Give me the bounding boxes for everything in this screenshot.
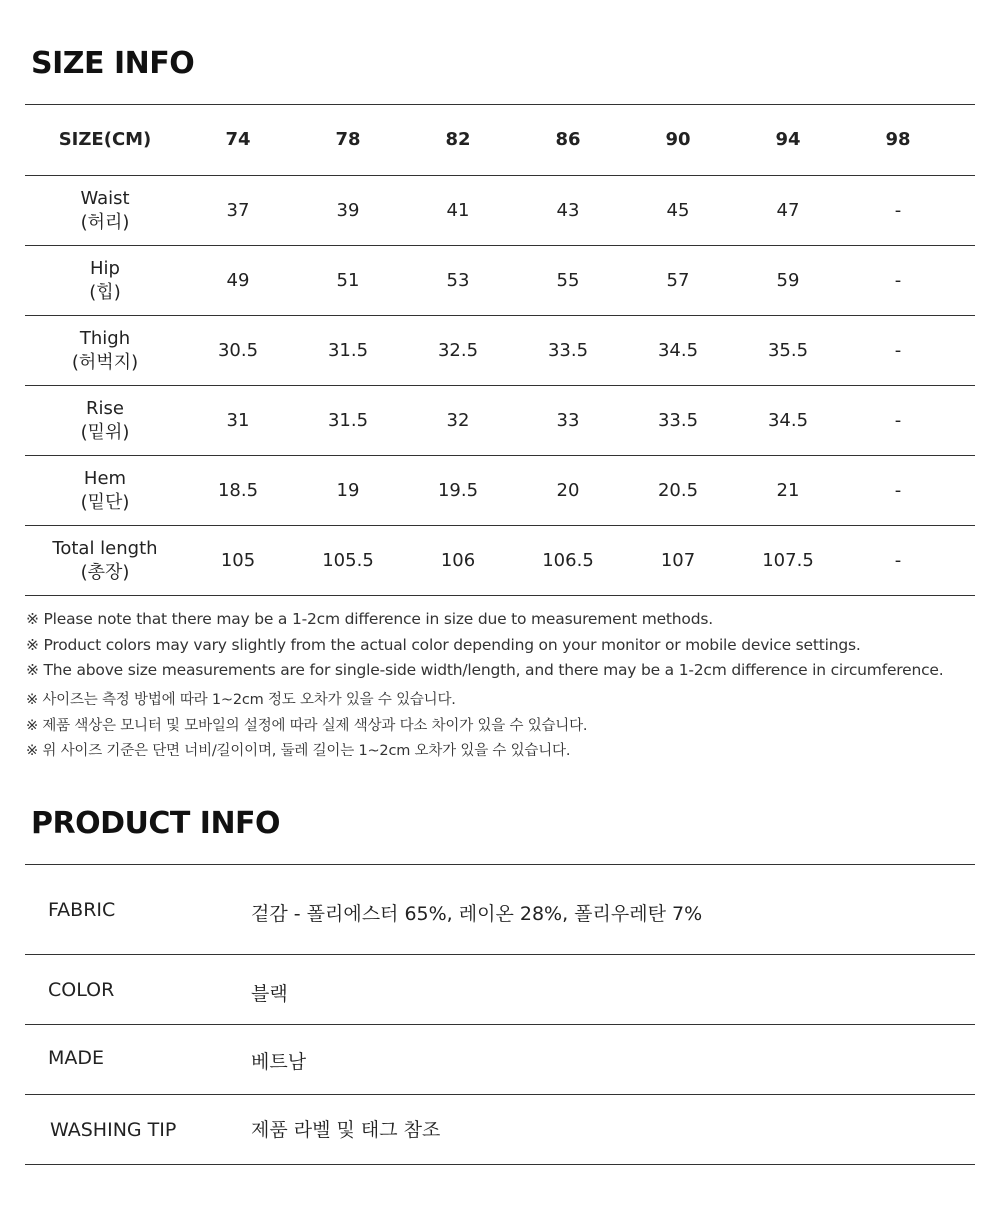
measure-name: Hem	[83, 467, 127, 489]
size-value: 47	[776, 199, 800, 221]
size-value: 33	[556, 409, 580, 431]
size-value: 30.5	[217, 339, 259, 361]
table-row	[25, 954, 975, 1024]
product-key: COLOR	[48, 979, 115, 1001]
measure-name: Rise	[86, 397, 124, 419]
product-key: FABRIC	[48, 899, 116, 921]
size-header-cell: 90	[665, 129, 691, 150]
table-row	[25, 245, 975, 315]
table-row	[25, 175, 975, 245]
measure-name-ko: (밑위)	[80, 421, 130, 443]
product-table	[25, 864, 975, 1165]
size-note: ※ 위 사이즈 기준은 단면 너비/길이이며, 둘레 길이는 1~2cm 오차가 있을 수 있습니다.	[26, 743, 571, 759]
product-info-title: PRODUCT INFO	[31, 806, 281, 841]
measure-label	[25, 176, 185, 245]
size-header-cell: 78	[335, 129, 361, 150]
measure-label	[25, 526, 185, 595]
table-row	[25, 315, 975, 385]
product-key: MADE	[48, 1047, 105, 1069]
size-value: 106	[440, 549, 476, 571]
measure-name: Hip	[90, 257, 120, 279]
size-value: 57	[666, 269, 690, 291]
size-value: -	[894, 409, 902, 431]
product-value: 블랙	[251, 983, 288, 1005]
size-value: 106.5	[542, 549, 594, 571]
size-value: 19.5	[437, 479, 479, 501]
product-value: 겉감 - 폴리에스터 65%, 레이온 28%, 폴리우레탄 7%	[251, 903, 703, 925]
measure-name: Thigh	[79, 327, 131, 349]
size-notes-ko	[26, 688, 986, 765]
size-header-label: SIZE(CM)	[58, 129, 152, 150]
size-value: 31.5	[327, 409, 369, 431]
size-value: 53	[446, 269, 470, 291]
size-value: 33.5	[657, 409, 699, 431]
size-value: 20	[556, 479, 580, 501]
measure-name-ko: (허리)	[80, 211, 130, 233]
size-value: 34.5	[767, 409, 809, 431]
size-header-cell: 94	[775, 129, 801, 150]
size-table-header	[25, 104, 975, 175]
size-value: 21	[776, 479, 800, 501]
measure-name-ko: (총장)	[80, 561, 130, 583]
table-row	[25, 864, 975, 954]
size-value: 55	[556, 269, 580, 291]
size-value: -	[894, 549, 902, 571]
size-value: 33.5	[547, 339, 589, 361]
size-value: -	[894, 199, 902, 221]
size-value: 41	[446, 199, 470, 221]
measure-label	[25, 246, 185, 315]
size-value: -	[894, 479, 902, 501]
size-value: 32.5	[437, 339, 479, 361]
size-value: 37	[226, 199, 250, 221]
size-value: 107.5	[762, 549, 814, 571]
size-header-cell: 86	[555, 129, 581, 150]
measure-label	[25, 456, 185, 525]
table-row	[25, 455, 975, 525]
size-note: ※ Please note that there may be a 1-2cm difference in size due to measurement methods.	[26, 610, 713, 628]
table-row	[25, 1094, 975, 1165]
size-value: 31.5	[327, 339, 369, 361]
size-value: 19	[336, 479, 360, 501]
size-value: 45	[666, 199, 690, 221]
measure-name-ko: (허벅지)	[71, 351, 139, 373]
measure-name-ko: (힙)	[89, 281, 121, 303]
size-header-cell: 98	[885, 129, 911, 150]
measure-label	[25, 386, 185, 455]
table-row	[25, 385, 975, 455]
product-value: 베트남	[251, 1051, 307, 1073]
size-header-cell: 82	[445, 129, 471, 150]
size-value: 34.5	[657, 339, 699, 361]
size-info-title: SIZE INFO	[31, 46, 195, 81]
size-value: 105.5	[322, 549, 374, 571]
measure-name-ko: (밑단)	[80, 491, 130, 513]
size-value: 18.5	[217, 479, 259, 501]
measure-label	[25, 316, 185, 385]
table-row	[25, 1024, 975, 1094]
size-value: 20.5	[657, 479, 699, 501]
product-value: 제품 라벨 및 태그 참조	[251, 1119, 441, 1141]
measure-name: Total length	[52, 537, 158, 559]
size-value: 59	[776, 269, 800, 291]
size-value: 32	[446, 409, 470, 431]
size-value: 107	[660, 549, 696, 571]
product-key: WASHING TIP	[50, 1119, 177, 1141]
measure-name: Waist	[80, 187, 130, 209]
size-value: 43	[556, 199, 580, 221]
size-note: ※ 제품 색상은 모니터 및 모바일의 설정에 따라 실제 색상과 다소 차이가 있을 수 있습니다.	[26, 717, 588, 734]
size-value: 49	[226, 269, 250, 291]
size-value: 35.5	[767, 339, 809, 361]
size-notes-en	[26, 607, 986, 684]
size-note: ※ The above size measurements are for single-side width/length, and there may be a 1-2cm difference in circumference.	[26, 661, 944, 679]
size-value: 51	[336, 269, 360, 291]
size-note: ※ Product colors may vary slightly from the actual color depending on your monitor or mobile device settings.	[26, 635, 861, 654]
size-value: 39	[336, 199, 360, 221]
size-value: 105	[220, 549, 256, 571]
size-value: -	[894, 269, 902, 291]
size-header-cell: 74	[225, 129, 251, 150]
size-table	[25, 104, 975, 596]
table-row	[25, 525, 975, 596]
size-note: ※ 사이즈는 측정 방법에 따라 1~2cm 정도 오차가 있을 수 있습니다.	[26, 692, 456, 708]
size-value: -	[894, 339, 902, 361]
size-value: 31	[226, 409, 250, 431]
